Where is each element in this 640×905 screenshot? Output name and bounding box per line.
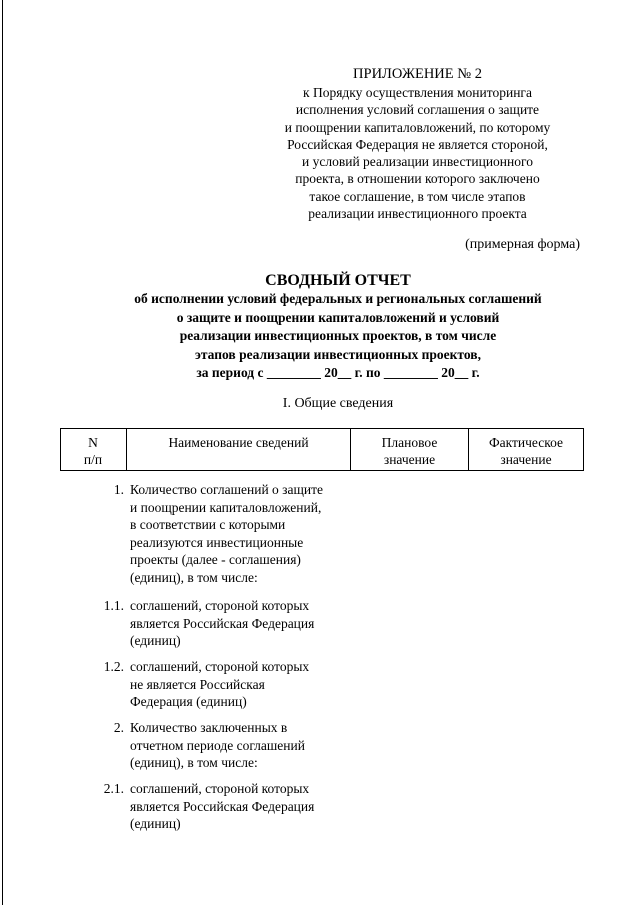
row-label-line: не является Российская	[130, 676, 265, 692]
row-label	[130, 719, 360, 772]
appendix-line: исполнения условий соглашения о защите	[295, 102, 540, 118]
appendix-line: к Порядку осуществления мониторинга	[303, 85, 532, 100]
row-label	[130, 597, 360, 650]
form-note: (примерная форма)	[465, 237, 580, 252]
row-number: 1.2.	[103, 659, 124, 674]
appendix-line: Российская Федерация не является стороной,	[287, 136, 548, 152]
row-label-line: и поощрении капиталовложений,	[130, 499, 322, 515]
row-label	[130, 658, 360, 711]
appendix-line: реализации инвестиционного проекта	[308, 206, 527, 222]
report-subtitle-line: об исполнении условий федеральных и региональных соглашений	[134, 291, 542, 306]
report-subtitle-line: о защите и поощрении капиталовложений и условий	[176, 309, 500, 325]
table-border-right	[583, 428, 584, 471]
row-label	[130, 481, 360, 586]
header-num-line: п/п	[83, 452, 103, 467]
row-label-line: (единиц), в том числе:	[130, 569, 258, 585]
appendix-header	[245, 66, 590, 222]
header-num-line: N	[88, 435, 98, 450]
row-label-line: (единиц)	[130, 633, 181, 648]
row-label-line: Количество заключенных в	[130, 720, 288, 735]
row-label-line: является Российская Федерация	[130, 615, 315, 631]
row-label-line: отчетном периоде соглашений	[130, 737, 305, 753]
table-header	[60, 428, 584, 471]
report-title: СВОДНЫЙ ОТЧЕТ	[265, 272, 411, 289]
header-planned-line: значение	[383, 452, 436, 467]
appendix-line: и условий реализации инвестиционного	[302, 154, 533, 170]
header-num	[60, 434, 126, 468]
header-name-line: Наименование сведений	[168, 435, 309, 450]
row-number: 1.1.	[103, 598, 124, 613]
row-label-line: (единиц)	[130, 816, 181, 831]
row-label-line: реализуются инвестиционные	[130, 534, 304, 550]
row-label-line: проекты (далее - соглашения)	[130, 552, 301, 567]
page-edge-line	[2, 0, 3, 905]
row-label-line: Количество соглашений о защите	[130, 482, 324, 497]
appendix-title: ПРИЛОЖЕНИЕ № 2	[353, 66, 482, 82]
report-subtitle	[0, 290, 640, 383]
header-actual	[469, 434, 583, 468]
row-label-line: соглашений, стороной которых	[130, 781, 310, 796]
report-subtitle-line: реализации инвестиционных проектов, в том числе	[179, 328, 497, 344]
section-title: I. Общие сведения	[282, 396, 394, 411]
appendix-line: такое соглашение, в том числе этапов	[309, 188, 526, 204]
report-period-line: за период с ________ 20__ г. по ________ 20__ г.	[196, 365, 480, 381]
header-name	[127, 434, 350, 451]
report-subtitle-line: этапов реализации инвестиционных проектов,	[195, 346, 481, 362]
row-label-line: (единиц), в том числе:	[130, 755, 258, 770]
header-actual-line: значение	[500, 452, 552, 467]
header-actual-line: Фактическое	[488, 435, 564, 450]
row-label-line: соглашений, стороной которых	[130, 598, 310, 613]
row-label-line: соглашений, стороной которых	[130, 659, 310, 674]
row-number: 2.	[113, 720, 124, 735]
table-border-bottom	[60, 470, 584, 471]
row-label-line: в соответствии с которыми	[130, 517, 286, 532]
row-number: 2.1.	[103, 781, 124, 796]
row-label-line: является Российская Федерация	[130, 798, 315, 814]
table-border-top	[60, 428, 584, 429]
appendix-line: и поощрении капиталовложений, по которому	[284, 119, 551, 135]
row-label	[130, 780, 360, 833]
header-planned-line: Плановое	[381, 435, 438, 450]
row-label-line: Федерация (единиц)	[130, 694, 247, 709]
appendix-line: проекта, в отношении которого заключено	[295, 171, 540, 187]
header-planned	[351, 434, 468, 468]
row-number: 1.	[113, 482, 124, 497]
